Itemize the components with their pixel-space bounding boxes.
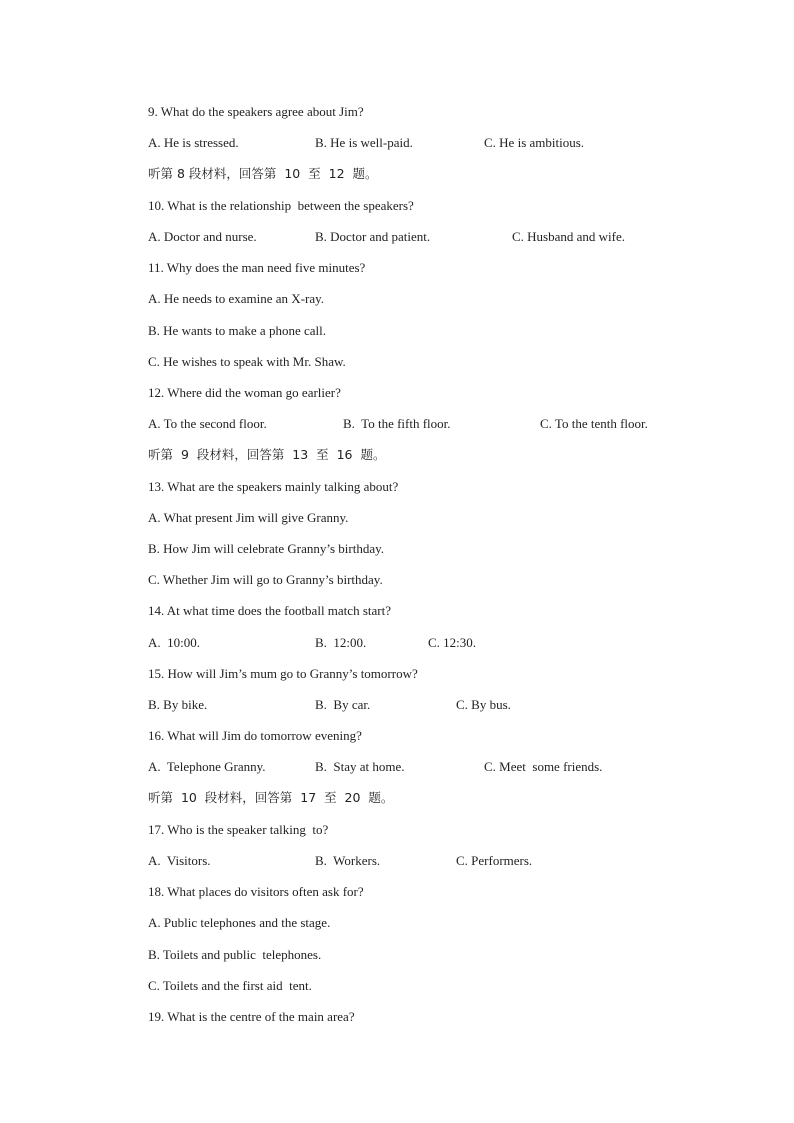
question-11-prompt: 11. Why does the man need five minutes? bbox=[148, 260, 366, 275]
question-15-option-c: C. By bus. bbox=[456, 697, 511, 712]
question-15-prompt: 15. How will Jim’s mum go to Granny’s tomorrow? bbox=[148, 666, 418, 681]
question-13-option-a: A. What present Jim will give Granny. bbox=[148, 510, 349, 525]
question-18-option-b: B. Toilets and public telephones. bbox=[148, 947, 322, 962]
question-13-prompt: 13. What are the speakers mainly talking about? bbox=[148, 479, 399, 494]
question-13-option-c: C. Whether Jim will go to Granny’s birthday. bbox=[148, 572, 383, 587]
question-18-option-c: C. Toilets and the first aid tent. bbox=[148, 978, 312, 993]
question-14-option-b: B. 12:00. bbox=[315, 635, 367, 650]
question-14-option-a: A. 10:00. bbox=[148, 635, 200, 650]
question-13-option-b: B. How Jim will celebrate Granny’s birthday. bbox=[148, 541, 384, 556]
question-10-option-c: C. Husband and wife. bbox=[512, 229, 626, 244]
question-17-prompt: 17. Who is the speaker talking to? bbox=[148, 822, 329, 837]
question-11-option-a: A. He needs to examine an X-ray. bbox=[148, 291, 325, 306]
question-17-option-c: C. Performers. bbox=[456, 853, 533, 868]
question-15-option-a: B. By bike. bbox=[148, 697, 208, 712]
question-14-prompt: 14. At what time does the football match start? bbox=[148, 603, 391, 618]
question-10-prompt: 10. What is the relationship between the speakers? bbox=[148, 198, 414, 213]
section-heading-8: 听第 8 段材料，回答第 10 至 12 题。 bbox=[148, 166, 378, 181]
section-heading-10: 听第 10 段材料，回答第 17 至 20 题。 bbox=[148, 790, 394, 805]
question-11-option-b: B. He wants to make a phone call. bbox=[148, 323, 326, 338]
question-16-option-a: A. Telephone Granny. bbox=[148, 759, 266, 774]
question-10-option-b: B. Doctor and patient. bbox=[315, 229, 431, 244]
question-18-option-a: A. Public telephones and the stage. bbox=[148, 915, 331, 930]
question-9-option-c: C. He is ambitious. bbox=[484, 135, 585, 150]
question-12-prompt: 12. Where did the woman go earlier? bbox=[148, 385, 341, 400]
question-10-option-a: A. Doctor and nurse. bbox=[148, 229, 257, 244]
question-17-option-a: A. Visitors. bbox=[148, 853, 211, 868]
question-12-option-a: A. To the second floor. bbox=[148, 416, 267, 431]
question-11-option-c: C. He wishes to speak with Mr. Shaw. bbox=[148, 354, 346, 369]
question-18-prompt: 18. What places do visitors often ask for? bbox=[148, 884, 364, 899]
question-9-option-b: B. He is well-paid. bbox=[315, 135, 413, 150]
question-16-option-c: C. Meet some friends. bbox=[484, 759, 603, 774]
question-12-option-c: C. To the tenth floor. bbox=[540, 416, 648, 431]
question-12-option-b: B. To the fifth floor. bbox=[343, 416, 451, 431]
question-16-prompt: 16. What will Jim do tomorrow evening? bbox=[148, 728, 362, 743]
question-14-option-c: C. 12:30. bbox=[428, 635, 477, 650]
question-9-option-a: A. He is stressed. bbox=[148, 135, 239, 150]
question-17-option-b: B. Workers. bbox=[315, 853, 381, 868]
section-heading-9: 听第 9 段材料，回答第 13 至 16 题。 bbox=[148, 447, 386, 462]
question-19-prompt: 19. What is the centre of the main area? bbox=[148, 1009, 355, 1024]
question-9-prompt: 9. What do the speakers agree about Jim? bbox=[148, 104, 364, 119]
question-16-option-b: B. Stay at home. bbox=[315, 759, 405, 774]
question-15-option-b: B. By car. bbox=[315, 697, 371, 712]
